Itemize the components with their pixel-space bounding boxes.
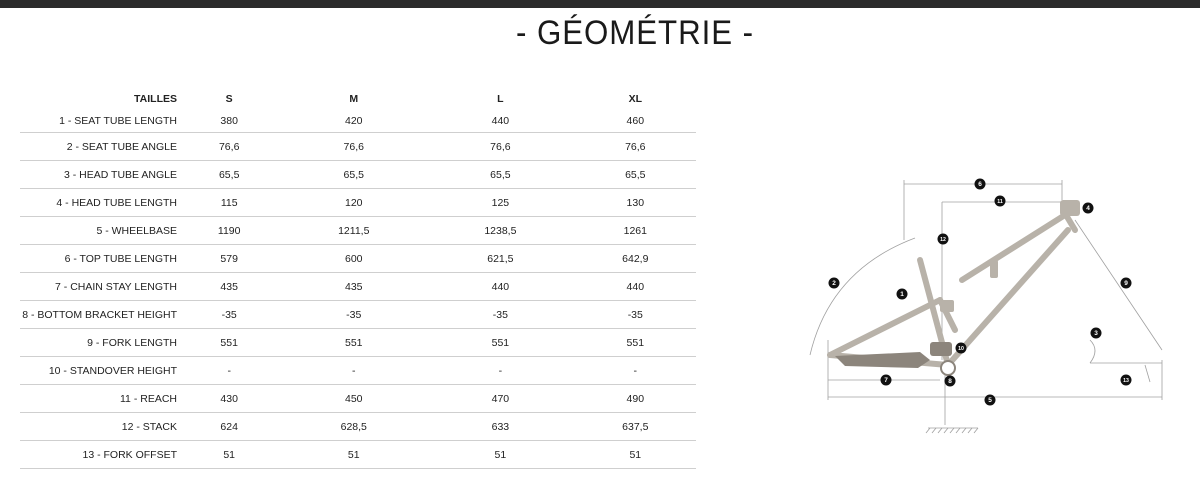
table-row (20, 161, 696, 189)
row-label: 1 - SEAT TUBE LENGTH (20, 110, 177, 133)
row-value: 380 (177, 110, 281, 133)
row-value: 624 (177, 413, 281, 441)
row-value: 430 (177, 385, 281, 413)
row-value: 440 (426, 273, 574, 301)
svg-text:10: 10 (958, 346, 964, 353)
marker-7 (881, 375, 892, 386)
dimension-lines (810, 180, 1162, 425)
row-value: -35 (281, 301, 426, 329)
svg-text:5: 5 (988, 397, 992, 405)
table-row (20, 217, 696, 245)
row-value: 551 (177, 329, 281, 357)
table-row (20, 110, 696, 133)
table-row (20, 329, 696, 357)
marker-3 (1091, 328, 1102, 339)
row-value: 130 (575, 189, 696, 217)
row-value: 65,5 (281, 161, 426, 189)
row-value: 76,6 (575, 133, 696, 161)
page-title: - GÉOMÉTRIE - (516, 14, 754, 52)
marker-4 (1083, 203, 1094, 214)
marker-8 (945, 376, 956, 387)
row-label: 12 - STACK (20, 413, 177, 441)
row-value: 435 (177, 273, 281, 301)
row-value: 600 (281, 245, 426, 273)
row-value: 51 (575, 441, 696, 469)
svg-text:4: 4 (1086, 205, 1090, 213)
header-sizes: TAILLES (134, 93, 177, 105)
bottom-bracket (941, 361, 955, 375)
row-value: 65,5 (177, 161, 281, 189)
table-row (20, 245, 696, 273)
row-value: 435 (281, 273, 426, 301)
svg-text:1: 1 (900, 291, 904, 299)
row-value: - (575, 357, 696, 385)
row-label: 4 - HEAD TUBE LENGTH (20, 189, 177, 217)
table-row (20, 413, 696, 441)
row-value: - (281, 357, 426, 385)
row-value: 440 (426, 110, 574, 133)
row-value: 51 (177, 441, 281, 469)
svg-text:6: 6 (978, 181, 982, 189)
header-size-xl: XL (628, 93, 642, 105)
geometry-table-body (20, 110, 696, 469)
bike-frame (830, 210, 1075, 365)
row-value: 51 (426, 441, 574, 469)
row-value: 115 (177, 189, 281, 217)
row-value: - (426, 357, 574, 385)
table-row (20, 273, 696, 301)
table-row (20, 357, 696, 385)
row-value: 120 (281, 189, 426, 217)
row-value: 551 (426, 329, 574, 357)
marker-9 (1121, 278, 1132, 289)
row-label: 3 - HEAD TUBE ANGLE (20, 161, 177, 189)
frame-geometry-diagram (790, 160, 1190, 440)
marker-13 (1121, 375, 1132, 386)
marker-1 (897, 289, 908, 300)
row-value: - (177, 357, 281, 385)
row-value: 628,5 (281, 413, 426, 441)
row-value: 76,6 (177, 133, 281, 161)
row-label: 7 - CHAIN STAY LENGTH (20, 273, 177, 301)
svg-text:8: 8 (948, 378, 952, 386)
top-bar (0, 0, 1200, 8)
row-value: 76,6 (426, 133, 574, 161)
row-value: 65,5 (575, 161, 696, 189)
svg-text:13: 13 (1123, 378, 1129, 385)
row-label: 11 - REACH (20, 385, 177, 413)
diagram-markers (829, 179, 1132, 406)
row-value: 621,5 (426, 245, 574, 273)
row-label: 8 - BOTTOM BRACKET HEIGHT (20, 301, 177, 329)
marker-6 (975, 179, 986, 190)
row-value: 1190 (177, 217, 281, 245)
row-label: 5 - WHEELBASE (20, 217, 177, 245)
row-value: -35 (575, 301, 696, 329)
row-value: 637,5 (575, 413, 696, 441)
row-value: 579 (177, 245, 281, 273)
table-row (20, 301, 696, 329)
row-value: 65,5 (426, 161, 574, 189)
row-label: 10 - STANDOVER HEIGHT (20, 357, 177, 385)
row-value: 1238,5 (426, 217, 574, 245)
row-label: 13 - FORK OFFSET (20, 441, 177, 469)
marker-12 (938, 234, 949, 245)
row-value: 76,6 (281, 133, 426, 161)
row-value: -35 (177, 301, 281, 329)
row-value: 470 (426, 385, 574, 413)
row-value: 551 (281, 329, 426, 357)
row-value: 450 (281, 385, 426, 413)
row-value: 642,9 (575, 245, 696, 273)
geometry-table (20, 88, 696, 469)
svg-text:12: 12 (940, 237, 946, 244)
marker-10 (956, 343, 967, 354)
svg-text:9: 9 (1124, 280, 1128, 288)
row-label: 6 - TOP TUBE LENGTH (20, 245, 177, 273)
header-size-l: L (497, 93, 504, 105)
svg-text:3: 3 (1094, 330, 1098, 338)
header-size-m: M (349, 93, 359, 105)
row-value: 460 (575, 110, 696, 133)
table-row (20, 441, 696, 469)
table-row (20, 385, 696, 413)
row-value: 490 (575, 385, 696, 413)
row-value: 633 (426, 413, 574, 441)
row-value: 551 (575, 329, 696, 357)
row-label: 2 - SEAT TUBE ANGLE (20, 133, 177, 161)
svg-text:7: 7 (884, 377, 888, 385)
header-size-s: S (225, 93, 233, 105)
svg-text:11: 11 (997, 199, 1003, 206)
row-value: 125 (426, 189, 574, 217)
row-value: -35 (426, 301, 574, 329)
row-value: 1211,5 (281, 217, 426, 245)
marker-11 (995, 196, 1006, 207)
marker-5 (985, 395, 996, 406)
table-header-row (20, 88, 696, 110)
marker-2 (829, 278, 840, 289)
row-value: 51 (281, 441, 426, 469)
row-value: 440 (575, 273, 696, 301)
row-label: 9 - FORK LENGTH (20, 329, 177, 357)
row-value: 1261 (575, 217, 696, 245)
ground-hatch (926, 428, 978, 433)
table-row (20, 189, 696, 217)
table-row (20, 133, 696, 161)
svg-text:2: 2 (832, 280, 836, 288)
row-value: 420 (281, 110, 426, 133)
